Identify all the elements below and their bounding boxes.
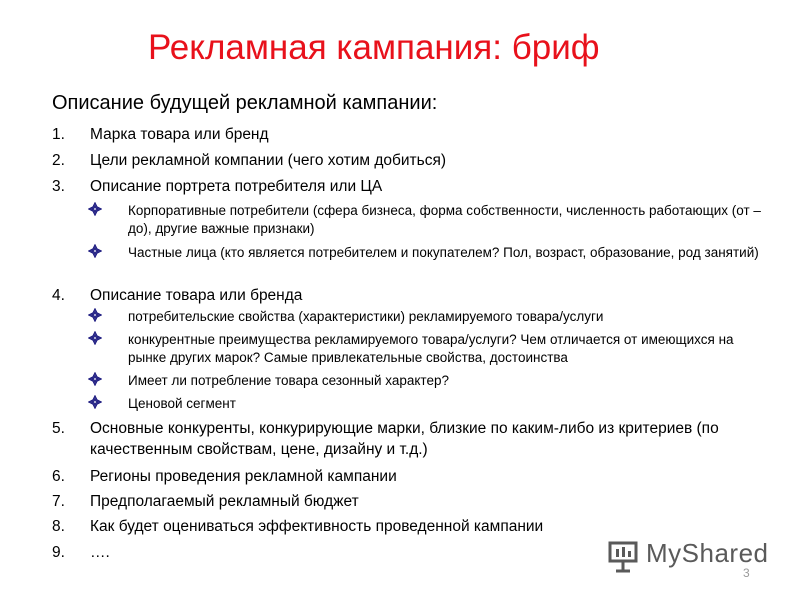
list-item <box>52 285 730 306</box>
list-item <box>52 418 740 460</box>
item-number: 3. <box>52 178 65 195</box>
list-item <box>52 124 730 145</box>
item-number: 2. <box>52 152 65 169</box>
sub-item-text: потребительские свойства (характеристики) рекламируемого товара/услуги <box>128 309 604 324</box>
sub-item-text: конкурентные преимущества рекламируемого товара/услуги? Чем отличается от имеющихся на рынке других марок? Самые привлекательные свойства, достоинства <box>128 332 734 365</box>
item-number: 9. <box>52 544 65 561</box>
item-text: Описание портрета потребителя или ЦА <box>90 178 383 195</box>
sub-item-text: Частные лица (кто является потребителем и покупателем? Пол, возраст, образование, род занятий) <box>128 245 759 260</box>
item-number: 8. <box>52 518 65 535</box>
list-item <box>52 466 730 487</box>
item-number: 6. <box>52 468 65 485</box>
list-item <box>52 516 730 537</box>
list-item <box>52 150 730 171</box>
item-number: 4. <box>52 287 65 304</box>
diamond-bullet-icon <box>88 331 102 345</box>
page-number: 3 <box>743 566 750 580</box>
diamond-bullet-icon <box>88 202 102 216</box>
diamond-bullet-icon <box>88 308 102 322</box>
sub-item-text: Имеет ли потребление товара сезонный характер? <box>128 373 449 388</box>
sub-item-text: Корпоративные потребители (сфера бизнеса, форма собственности, численность работающих (от – до), другие важные признаки) <box>128 203 761 236</box>
logo-text: MyShared <box>646 538 769 568</box>
watermark-logo <box>606 538 769 574</box>
diamond-bullet-icon <box>88 372 102 386</box>
slide-title: Рекламная кампания: бриф <box>148 28 600 67</box>
list-item <box>52 491 730 512</box>
presentation-board-icon <box>606 538 642 574</box>
item-text: Регионы проведения рекламной кампании <box>90 468 397 485</box>
item-number: 5. <box>52 420 65 437</box>
item-text: Основные конкуренты, конкурирующие марки, близкие по каким-либо из критериев (по качественным свойствам, цене, дизайну и т.д.) <box>90 420 719 458</box>
item-text: Как будет оцениваться эффективность проведенной кампании <box>90 518 544 535</box>
list-item <box>52 176 730 197</box>
item-number: 1. <box>52 126 65 143</box>
item-text: Предполагаемый рекламный бюджет <box>90 493 359 510</box>
item-text: Цели рекламной компании (чего хотим добиться) <box>90 152 447 169</box>
diamond-bullet-icon <box>88 244 102 258</box>
item-text: Описание товара или бренда <box>90 287 303 304</box>
subtitle: Описание будущей рекламной кампании: <box>52 92 438 114</box>
item-number: 7. <box>52 493 65 510</box>
sub-item-text: Ценовой сегмент <box>128 396 236 411</box>
diamond-bullet-icon <box>88 395 102 409</box>
item-text: …. <box>90 544 110 561</box>
item-text: Марка товара или бренд <box>90 126 269 143</box>
